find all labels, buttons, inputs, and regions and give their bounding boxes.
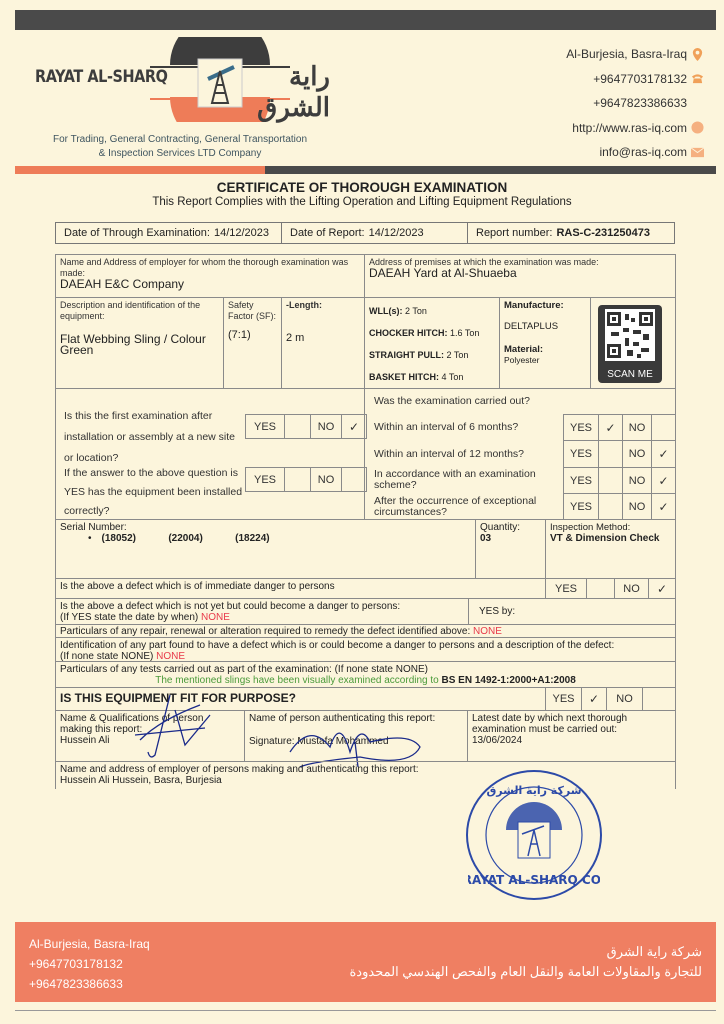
contact-block — [566, 42, 704, 165]
fit-yes-label: YES — [545, 687, 582, 711]
length-label: -Length: — [286, 300, 322, 310]
installed-yes-checkbox[interactable] — [284, 467, 311, 492]
quantity-cell — [475, 519, 546, 579]
safety-factor-cell — [223, 297, 282, 389]
exceptional-no-checkbox[interactable]: ✓ — [651, 493, 676, 520]
company-stamp — [466, 770, 602, 900]
choker-hitch-row: CHOCKER HITCH: 1.6 Ton — [369, 328, 480, 338]
installed-no-label: NO — [310, 467, 342, 492]
employer-label: Name and Address of employer for whom the thorough examination was made: — [60, 257, 349, 278]
phone-icon — [691, 72, 704, 85]
quantity-value: 03 — [480, 533, 492, 544]
repair-cell: Particulars of any repair, renewal or alteration required to remedy the defect identified above: NONE — [55, 624, 676, 638]
future-danger-question: Is the above a defect which is not yet but could become a danger to persons: — [60, 601, 401, 612]
straight-pull-row: STRAIGHT PULL: 2 Ton — [369, 350, 469, 360]
question-first-exam: Is this the first examination after installation or assembly at a new site or location? — [64, 410, 235, 464]
report-maker-value: Hussein Ali — [60, 735, 110, 746]
footer-phone-1: +9647703178132 — [29, 957, 123, 971]
premises-cell — [364, 254, 676, 298]
inspection-method-value: VT & Dimension Check — [550, 533, 660, 544]
fit-for-purpose-question: IS THIS EQUIPMENT FIT FOR PURPOSE? — [60, 691, 297, 705]
exam-date-value: 14/12/2023 — [213, 227, 270, 239]
first-exam-no-checkbox[interactable]: ✓ — [341, 414, 367, 439]
inspection-method-label: Inspection Method: — [550, 522, 631, 533]
qr-code[interactable] — [598, 305, 662, 383]
material-label: Material: — [504, 344, 544, 355]
footer-band — [15, 922, 716, 1002]
6-months-yes-checkbox[interactable]: ✓ — [598, 414, 623, 441]
report-maker-label: Name & Qualifications of person making this report: — [60, 713, 204, 735]
contact-email[interactable]: info@ras-iq.com — [566, 140, 704, 165]
material-value: Polyester — [504, 355, 540, 365]
tests-standard: BS EN 1492-1:2000+A1:2008 — [441, 675, 576, 686]
footer-arabic-description: للتجارة والمقاولات العامة والنقل العام والفحص الهندسي المحدودة — [349, 964, 702, 979]
scheme-yes-label: YES — [563, 467, 599, 494]
immediate-danger-yes-checkbox[interactable] — [586, 578, 615, 599]
immediate-danger-no-label: NO — [614, 578, 649, 599]
serial-number-3: (18224) — [235, 533, 270, 544]
next-exam-label: Latest date by which next thorough examination must be carried out: — [472, 713, 628, 735]
stamp-seal-icon — [468, 772, 600, 898]
basket-hitch-row: BASKET HITCH: 4 Ton — [369, 372, 464, 382]
inspection-method-cell — [545, 519, 676, 579]
fit-no-checkbox[interactable] — [642, 687, 676, 711]
stamp-text-ar: شركة راية الشرق — [486, 784, 582, 797]
serial-number-1: (18052) — [101, 533, 136, 544]
exceptional-no-label: NO — [622, 493, 652, 520]
wll-row: WLL(s): 2 Ton — [369, 306, 427, 316]
installed-no-checkbox[interactable] — [341, 467, 367, 492]
certificate-subtitle: This Report Complies with the Lifting Operation and Lifting Equipment Regulations — [152, 196, 572, 208]
12-months-no-checkbox[interactable]: ✓ — [651, 440, 676, 468]
yes-by-cell — [468, 598, 676, 625]
safety-factor-label: Safety Factor (SF): — [228, 300, 277, 321]
serial-number-list: • (18052) (22004) (18224) — [88, 533, 270, 544]
next-exam-value: 13/06/2024 — [472, 735, 523, 746]
first-exam-yes-checkbox[interactable] — [284, 414, 311, 439]
company-name-en: RAYAT AL-SHARQ — [35, 67, 168, 87]
contact-phone-2: +9647823386633 — [593, 96, 687, 111]
authenticator-cell: Name of person authenticating this report: Signature: Mustafa Mohammed — [244, 710, 468, 762]
employer-of-persons-label: Name and address of employer of persons making and authenticating this report: — [60, 764, 419, 775]
scheme-yes-checkbox[interactable] — [598, 467, 623, 494]
serial-number-2: (22004) — [168, 533, 203, 544]
header-divider-dark — [265, 166, 716, 174]
immediate-danger-question: Is the above a defect which is of immediate danger to persons — [60, 581, 335, 592]
fit-for-purpose-cell — [55, 687, 546, 711]
equipment-description-label: Description and identification of the equipment: — [60, 300, 201, 321]
future-danger-value: NONE — [201, 612, 230, 623]
12-months-yes-label: YES — [563, 440, 599, 468]
equipment-description-value: Flat Webbing Sling / Colour Green — [60, 332, 206, 357]
fit-no-label: NO — [606, 687, 643, 711]
location-pin-icon — [691, 48, 704, 61]
6-months-no-label: NO — [622, 414, 652, 441]
12-months-no-label: NO — [622, 440, 652, 468]
yes-by-label: YES by: — [479, 606, 516, 617]
question-exam-scheme: In accordance with an examination scheme? — [374, 468, 536, 491]
immediate-danger-no-checkbox[interactable]: ✓ — [648, 578, 676, 599]
report-number-cell: Report number: RAS-C-231250473 — [476, 227, 650, 239]
contact-website[interactable]: http://www.ras-iq.com — [566, 116, 704, 141]
employer-cell — [55, 254, 365, 298]
6-months-yes-label: YES — [563, 414, 599, 441]
contact-phone-1: +9647703178132 — [566, 67, 704, 92]
stamp-text-en: RAYAT AL-SHARQ CO. — [468, 873, 600, 887]
immediate-danger-yes-label: YES — [545, 578, 587, 599]
question-12-months: Within an interval of 12 months? — [374, 448, 524, 460]
qr-code-icon — [605, 309, 655, 361]
scan-me-label: SCAN ME — [607, 369, 653, 380]
first-exam-no-label: NO — [310, 414, 342, 439]
length-cell — [281, 297, 365, 389]
fit-yes-checkbox[interactable]: ✓ — [581, 687, 607, 711]
immediate-danger-cell — [55, 578, 546, 599]
premises-value: DAEAH Yard at Al-Shuaeba — [369, 266, 517, 280]
bottom-rule — [15, 1010, 716, 1011]
date-row — [55, 222, 675, 244]
contact-address: Al-Burjesia, Basra-Iraq — [566, 42, 704, 67]
report-date-cell: Date of Report: 14/12/2023 — [282, 223, 468, 243]
tagline-line-1: For Trading, General Contracting, General Transportation — [52, 134, 308, 145]
identification-cell: Identification of any part found to have a defect which is or could become a danger to persons and a description of the defect: (If none state NONE) NONE — [55, 637, 676, 662]
premises-label: Address of premises at which the examination was made: — [369, 257, 599, 267]
footer-phone-2: +9647823386633 — [29, 977, 123, 991]
employer-value: DAEAH E&C Company — [60, 277, 185, 291]
exceptional-yes-checkbox[interactable] — [598, 493, 623, 520]
company-logo — [30, 35, 330, 159]
company-tagline — [30, 133, 330, 161]
envelope-icon — [691, 146, 704, 159]
wll-cell — [364, 297, 500, 389]
exam-date-cell: Date of Through Examination: 14/12/2023 — [56, 223, 282, 243]
length-value: 2 m — [286, 332, 305, 344]
tagline-line-2: & Inspection Services LTD Company — [98, 148, 262, 159]
scheme-no-label: NO — [622, 467, 652, 494]
globe-icon — [691, 121, 704, 134]
header-divider-orange — [15, 166, 265, 174]
identification-value: NONE — [156, 651, 186, 662]
future-danger-cell: Is the above a defect which is not yet but could become a danger to persons: (If YES state the date by when) NONE — [55, 598, 469, 625]
equipment-description-cell — [55, 297, 224, 389]
tests-value: The mentioned slings have been visually examined according to — [155, 675, 439, 686]
report-number-value: RAS-C-231250473 — [556, 227, 650, 239]
scheme-no-checkbox[interactable]: ✓ — [651, 467, 676, 494]
serial-number-cell — [55, 519, 476, 579]
signature-maker — [130, 690, 220, 760]
quantity-label: Quantity: — [480, 522, 521, 533]
footer-arabic — [350, 942, 703, 982]
tests-cell: Particulars of any tests carried out as part of the examination: (If none state NONE) The mentioned slings have been visually examined according to BS EN 1492-1:2000+A1:2008 — [55, 661, 676, 688]
installed-yes-label: YES — [245, 467, 285, 492]
question-6-months: Within an interval of 6 months? — [374, 421, 519, 433]
next-exam-cell — [467, 710, 676, 762]
footer-contact — [29, 934, 150, 994]
authenticator-value: Mustafa Mohammed — [297, 736, 389, 747]
authenticator-label: Name of person authenticating this report: — [249, 713, 436, 724]
company-name-ar: راية الشرق — [257, 61, 330, 122]
safety-factor-value: (7:1) — [228, 329, 251, 341]
6-months-no-checkbox[interactable] — [651, 414, 676, 441]
manufacture-label: Manufacture: — [504, 300, 564, 311]
report-date-value: 14/12/2023 — [368, 227, 424, 239]
footer-arabic-company: شركة راية الشرق — [606, 944, 702, 959]
certificate-title: CERTIFICATE OF THOROUGH EXAMINATION — [216, 180, 508, 195]
manufacture-value: DELTAPLUS — [504, 321, 559, 332]
header-top-bar — [15, 10, 716, 30]
question-installed-correctly: If the answer to the above question is YES has the equipment been installed correctly? — [64, 467, 243, 517]
repair-value: NONE — [473, 626, 502, 637]
12-months-yes-checkbox[interactable] — [598, 440, 623, 468]
exceptional-yes-label: YES — [563, 493, 599, 520]
footer-address: Al-Burjesia, Basra-Iraq — [29, 937, 150, 951]
right-questions-heading: Was the examination carried out? — [374, 395, 531, 407]
first-exam-yes-label: YES — [245, 414, 285, 439]
manufacture-cell — [499, 297, 591, 389]
serial-number-label: Serial Number: — [60, 522, 127, 533]
question-exceptional: After the occurrence of exceptional circumstances? — [374, 495, 537, 518]
employer-of-persons-value: Hussein Ali Hussein, Basra, Burjesia — [60, 775, 222, 786]
